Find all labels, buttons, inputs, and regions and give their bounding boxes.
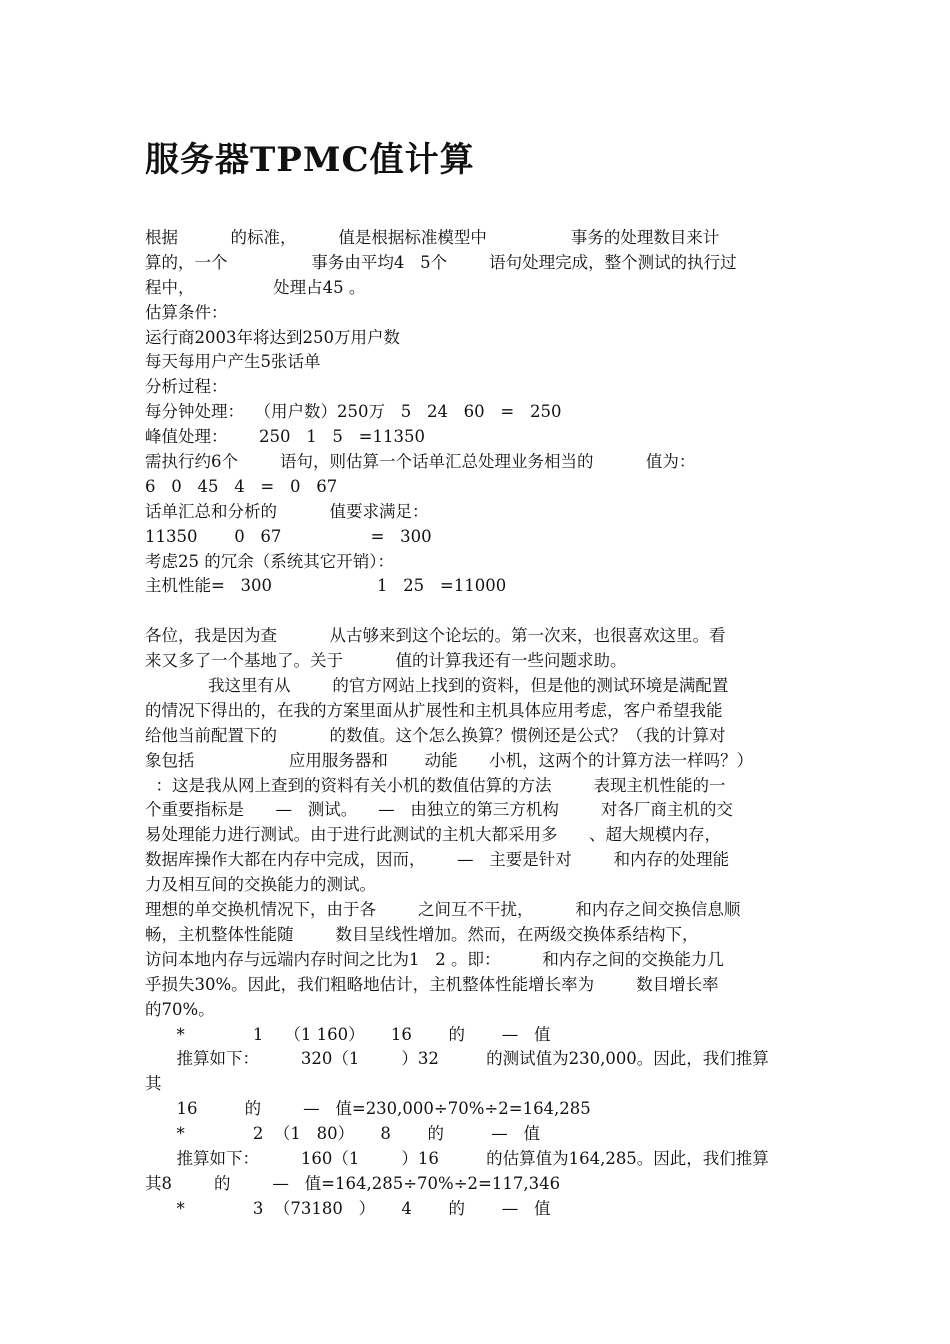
text-line: 6 0 45 4 = 0 67 bbox=[145, 476, 338, 496]
text-line: 给他当前配置下的 的数值。这个怎么换算？惯例还是公式？（我的计算对 bbox=[145, 725, 726, 745]
text-line: 峰值处理： 250 1 5 =11350 bbox=[145, 427, 425, 447]
text-line: 我这里有从 的官方网站上找到的资料，但是他的测试环境是满配置 bbox=[145, 676, 729, 696]
text-line: 16 的 — 值=230,000÷70%÷2=164,285 bbox=[145, 1099, 591, 1119]
text-line: 理想的单交换机情况下，由于各 之间互不干扰， 和内存之间交换信息顺 bbox=[145, 900, 741, 920]
text-line: 乎损失30%。因此，我们粗略地估计，主机整体性能增长率为 数目增长率 bbox=[145, 974, 719, 994]
text-line: 推算如下： 320（1 ）32 的测试值为230,000。因此，我们推算 bbox=[145, 1049, 769, 1069]
text-line: 估算条件： bbox=[145, 302, 228, 322]
text-line: 推算如下： 160（1 ）16 的估算值为164,285。因此，我们推算 bbox=[145, 1148, 769, 1168]
text-line: 的情况下得出的，在我的方案里面从扩展性和主机具体应用考虑，客户希望我能 bbox=[145, 700, 723, 720]
text-line: 力及相互间的交换能力的测试。 bbox=[145, 875, 376, 895]
text-line: 11350 0 67 = 300 bbox=[145, 526, 432, 546]
text-line: 各位，我是因为查 从古够来到这个论坛的。第一次来，也很喜欢这里。看 bbox=[145, 626, 726, 646]
text-line: 主机性能= 300 1 25 =11000 bbox=[145, 576, 507, 596]
text-line: 来又多了一个基地了。关于 值的计算我还有一些问题求助。 bbox=[145, 651, 627, 671]
text-line: 需执行约6个 语句，则估算一个话单汇总处理业务相当的 值为： bbox=[145, 452, 696, 472]
text-line: ：这是我从网上查到的资料有关小机的数值估算的方法 表现主机性能的一 bbox=[145, 775, 726, 795]
text-line: 易处理能力进行测试。由于进行此测试的主机大都采用多 、超大规模内存， bbox=[145, 825, 721, 845]
paragraph-gap bbox=[145, 599, 807, 624]
text-line: 的70%。 bbox=[145, 999, 215, 1019]
document-title: 服务器TPMC值计算 bbox=[145, 140, 475, 180]
text-line: 考虑25 的冗余（系统其它开销）： bbox=[145, 551, 394, 571]
text-line: 象包括 应用服务器和 动能 小机，这两个的计算方法一样吗？） bbox=[145, 750, 754, 770]
text-line: * 3 （73180 ） 4 的 — 值 bbox=[145, 1198, 551, 1218]
text-line: 根据 的标准， 值是根据标准模型中 事务的处理数目来计 bbox=[145, 228, 720, 247]
text-line: 每分钟处理： （用户数）250万 5 24 60 = 250 bbox=[145, 402, 562, 422]
text-line: 个重要指标是 — 测试。 — 由独立的第三方机构 对各厂商主机的交 bbox=[145, 800, 733, 820]
text-line: 程中， 处理占45 。 bbox=[145, 277, 366, 297]
text-line: 每天每用户产生5张话单 bbox=[145, 352, 321, 372]
text-line: 访问本地内存与远端内存时间之比为1 2 。即： 和内存之间的交换能力几 bbox=[145, 949, 724, 969]
text-line: 其8 的 — 值=164,285÷70%÷2=117,346 bbox=[145, 1173, 561, 1193]
text-line: 其 bbox=[145, 1074, 162, 1094]
text-line: 畅，主机整体性能随 数目呈线性增加。然而，在两级交换体系结构下， bbox=[145, 924, 699, 944]
text-line: 算的，一个 事务由平均4 5个 语句处理完成，整个测试的执行过 bbox=[145, 252, 737, 272]
document-body bbox=[145, 226, 807, 1222]
text-line: 运行商2003年将达到250万用户数 bbox=[145, 327, 400, 347]
text-line: * 1 （1 160） 16 的 — 值 bbox=[145, 1024, 551, 1044]
text-line: * 2 （1 80） 8 的 — 值 bbox=[145, 1124, 540, 1144]
text-line: 话单汇总和分析的 值要求满足： bbox=[145, 501, 429, 521]
text-line: 数据库操作大都在内存中完成，因而， — 主要是针对 和内存的处理能 bbox=[145, 850, 730, 870]
text-line: 分析过程： bbox=[145, 377, 228, 397]
